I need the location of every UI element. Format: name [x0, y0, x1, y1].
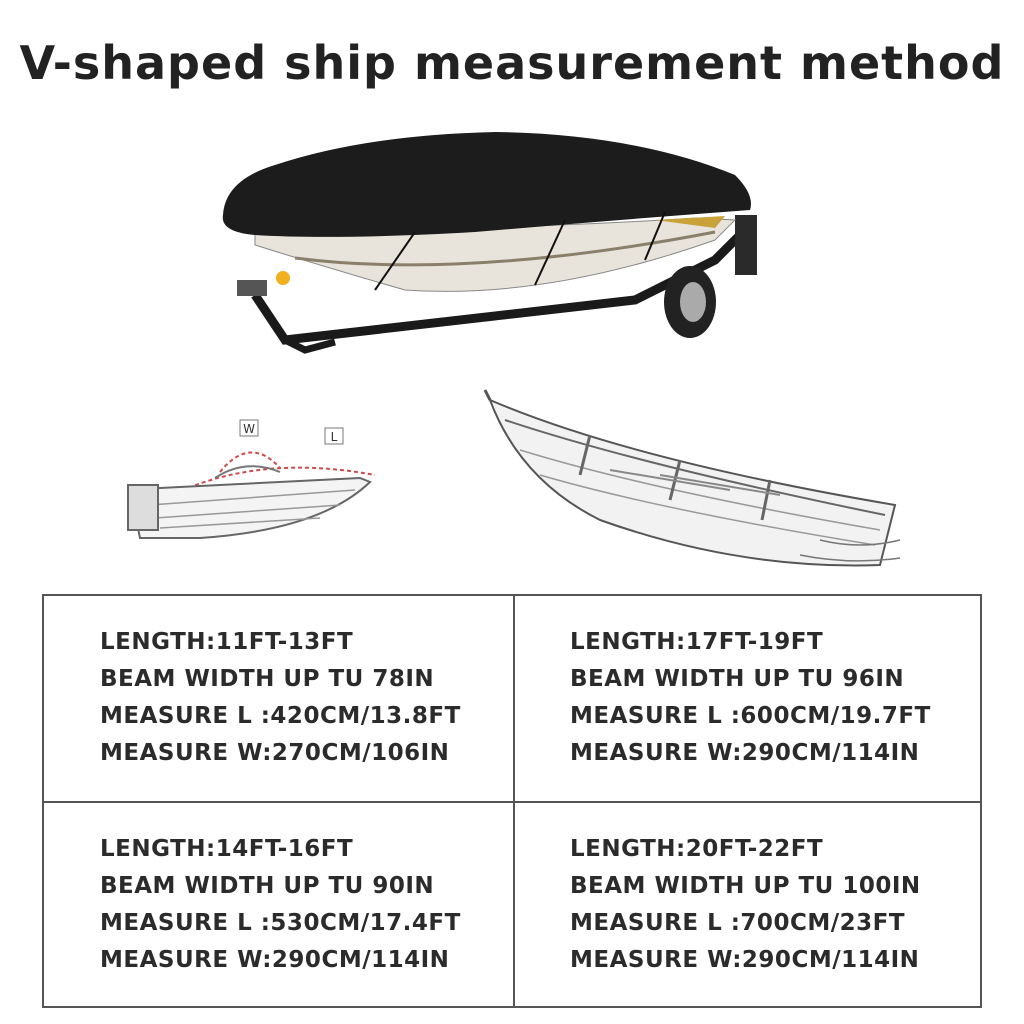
length-range: LENGTH:14FT-16FT — [100, 836, 354, 862]
measure-width: MEASURE W:290CM/114IN — [100, 947, 450, 973]
size-cell-20-22ft — [514, 803, 984, 1008]
measure-width: MEASURE W:290CM/114IN — [570, 947, 920, 973]
size-cell-11-13ft — [44, 596, 514, 801]
covered-boat-on-trailer-image — [215, 120, 775, 360]
width-marker-label: W — [243, 422, 255, 436]
measurement-diagram-image — [120, 410, 390, 550]
beam-width: BEAM WIDTH UP TU 100IN — [570, 873, 921, 899]
page-title: V-shaped ship measurement method — [19, 36, 1005, 90]
wooden-boat-sketch-image — [480, 380, 910, 590]
size-cell-14-16ft — [44, 803, 514, 1008]
length-range: LENGTH:20FT-22FT — [570, 836, 824, 862]
measure-length: MEASURE L :420CM/13.8FT — [100, 703, 461, 729]
measure-length: MEASURE L :600CM/19.7FT — [570, 703, 931, 729]
size-cell-17-19ft — [514, 596, 984, 801]
beam-width: BEAM WIDTH UP TU 96IN — [570, 666, 905, 692]
measure-length: MEASURE L :700CM/23FT — [570, 910, 906, 936]
measure-width: MEASURE W:270CM/106IN — [100, 740, 450, 766]
length-range: LENGTH:17FT-19FT — [570, 629, 824, 655]
beam-width: BEAM WIDTH UP TU 90IN — [100, 873, 435, 899]
beam-width: BEAM WIDTH UP TU 78IN — [100, 666, 435, 692]
length-range: LENGTH:11FT-13FT — [100, 629, 354, 655]
measure-width: MEASURE W:290CM/114IN — [570, 740, 920, 766]
measure-length: MEASURE L :530CM/17.4FT — [100, 910, 461, 936]
size-table — [42, 594, 982, 1008]
length-marker-label: L — [330, 430, 338, 444]
